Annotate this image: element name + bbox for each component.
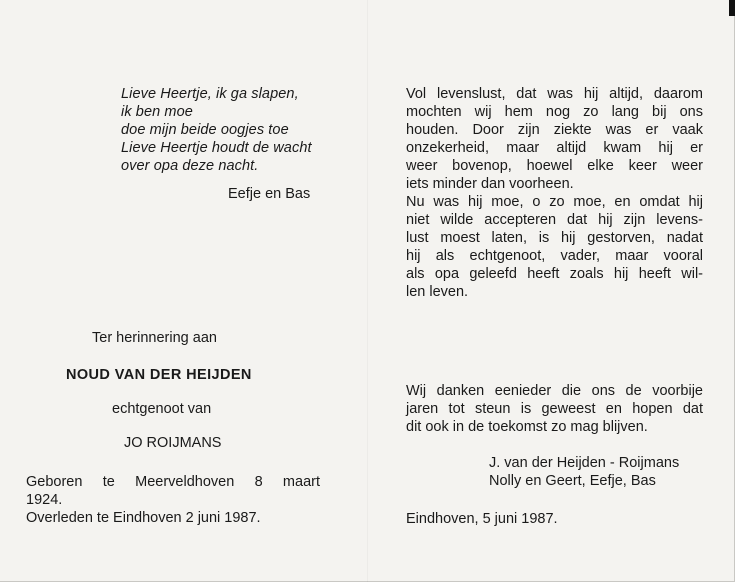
tribute-line: Vol levenslust, dat was hij altijd, daarom (406, 86, 703, 102)
place-date: Eindhoven, 5 juni 1987. (406, 511, 558, 527)
thanks-line: Wij danken eenieder die ons de voorbije (406, 383, 703, 399)
scan-corner-mark (729, 0, 735, 16)
poem-line: ik ben moe (121, 104, 193, 120)
tribute-line: iets minder dan voorheen. (406, 176, 574, 192)
deceased-name: NOUD VAN DER HEIJDEN (66, 367, 252, 383)
born-line: Geboren te Meerveldhoven 8 maart (26, 474, 320, 490)
remembrance-label: Ter herinnering aan (92, 330, 217, 346)
poem-line: over opa deze nacht. (121, 158, 259, 174)
poem-line: doe mijn beide oogjes toe (121, 122, 289, 138)
tribute-line: len leven. (406, 284, 469, 300)
poem-line: Lieve Heertje, ik ga slapen, (121, 86, 299, 102)
tribute-line: weer bovenop, hoewel elke keer weer (406, 158, 703, 174)
family-names: Nolly en Geert, Eefje, Bas (489, 473, 656, 489)
thanks-line: jaren tot steun is geweest en hopen dat (406, 401, 703, 417)
tribute-line: mochten wij hem nog zo lang bij ons (406, 104, 703, 120)
tribute-line: hij als echtgenoot, vader, maar vooral (406, 248, 703, 264)
died-line: Overleden te Eindhoven 2 juni 1987. (26, 510, 261, 526)
thanks-line: dit ook in de toekomst zo mag blijven. (406, 419, 648, 435)
tribute-line: Nu was hij moe, o zo moe, en omdat hij (406, 194, 703, 210)
spouse-name: JO ROIJMANS (124, 435, 222, 451)
tribute-line: als opa geleefd heeft zoals hij heeft wil- (406, 266, 703, 282)
poem-signature: Eefje en Bas (228, 186, 311, 202)
family-signature: J. van der Heijden - Roijmans (489, 455, 680, 471)
poem-line: Lieve Heertje houdt de wacht (121, 140, 312, 156)
tribute-line: lust moest laten, is hij gestorven, nadat (406, 230, 703, 246)
born-year: 1924. (26, 492, 63, 508)
tribute-line: niet wilde accepteren dat hij zijn levens- (406, 212, 703, 228)
tribute-line: onzekerheid, maar altijd kwam hij er (406, 140, 703, 156)
card-fold-line (367, 0, 368, 582)
tribute-line: houden. Door zijn ziekte was er vaak (406, 122, 703, 138)
spouse-label: echtgenoot van (112, 401, 212, 417)
